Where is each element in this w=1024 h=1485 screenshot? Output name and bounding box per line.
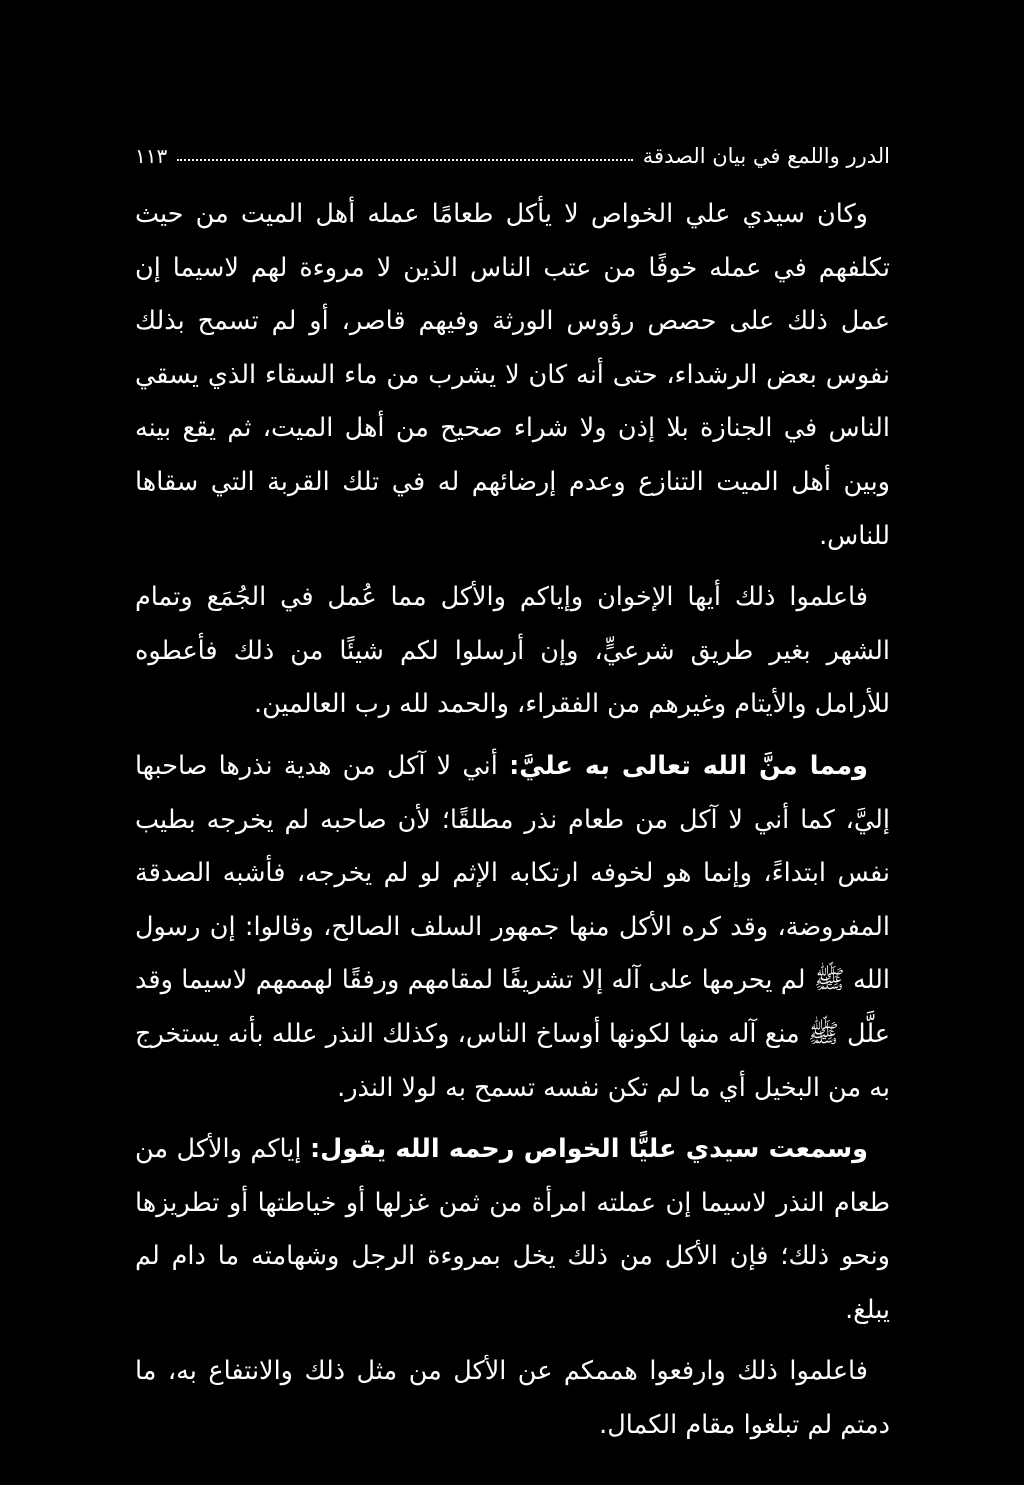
- dotted-leader: [177, 159, 633, 161]
- paragraph-1: [135, 188, 890, 563]
- paragraph-text: أني لا آكل من هدية نذرها صاحبها إليَّ، كما أني لا آكل من طعام نذر مطلقًا؛ لأن صاحبه لم يخرجه بطيب نفس ابتداءً، وإنما هو لخوفه ارتكابه الإثم لو لم يخرجه، فأشبه الصدقة المفروضة، وقد كره الأكل منها جمهور السلف الصالح، وقالوا: إن رسول الله ﷺ لم يحرمها على آله إلا تشريفًا لمقامهم ورفقًا لهممهم لاسيما وقد علَّل ﷺ منع آله منها لكونها أوساخ الناس، وكذلك النذر علله بأنه يستخرج به من البخيل أي ما لم تكن نفسه تسمح به لولا النذر.: [135, 750, 890, 1103]
- paragraph-lead: وسمعت سيدي عليًّا الخواص رحمه الله يقول:: [309, 1134, 868, 1165]
- running-header: [135, 140, 890, 172]
- paragraph-text: إياكم والأكل من طعام النذر لاسيما إن عملته امرأة من ثمن غزلها أو خياطتها أو تطريزها ونحو ذلك؛ فإن الأكل من ذلك يخل بمروءة الرجل وشهامته ما دام لم يبلغ.: [135, 1134, 890, 1325]
- book-title: الدرر واللمع في بيان الصدقة: [642, 144, 890, 168]
- paragraph-3: [135, 740, 890, 1115]
- paragraph-2: [135, 571, 890, 732]
- page-number: ١١٣: [135, 144, 168, 168]
- paragraph-text: وكان سيدي علي الخواص لا يأكل طعامًا عمله أهل الميت من حيث تكلفهم في عمله خوفًا من عتب الناس الذين لا مروءة لهم لاسيما إن عمل ذلك على حصص رؤوس الورثة وفيهم قاصر، أو لم تسمح بذلك نفوس بعض الرشداء، حتى أنه كان لا يشرب من ماء السقاء الذي يسقي الناس في الجنازة بلا إذن ولا شراء صحيح من أهل الميت، ثم يقع بينه وبين أهل الميت التنازع وعدم إرضائهم له في تلك القربة التي سقاها للناس.: [135, 199, 890, 551]
- paragraph-lead: ومما منَّ الله تعالى به عليَّ:: [509, 750, 869, 781]
- paragraph-4: [135, 1123, 890, 1337]
- paragraph-text: فاعلموا ذلك وارفعوا هممكم عن الأكل من مثل ذلك والانتفاع به، ما دمتم لم تبلغوا مقام الكمال.: [135, 1356, 890, 1441]
- book-page: [135, 0, 890, 1485]
- paragraph-5: [135, 1345, 890, 1452]
- body-text: [135, 188, 890, 1461]
- paragraph-text: فاعلموا ذلك أيها الإخوان وإياكم والأكل مما عُمل في الجُمَع وتمام الشهر بغير طريق شرعيٍّ، وإن أرسلوا لكم شيئًا من ذلك فأعطوه للأرامل والأيتام وغيرهم من الفقراء، والحمد لله رب العالمين.: [135, 582, 890, 720]
